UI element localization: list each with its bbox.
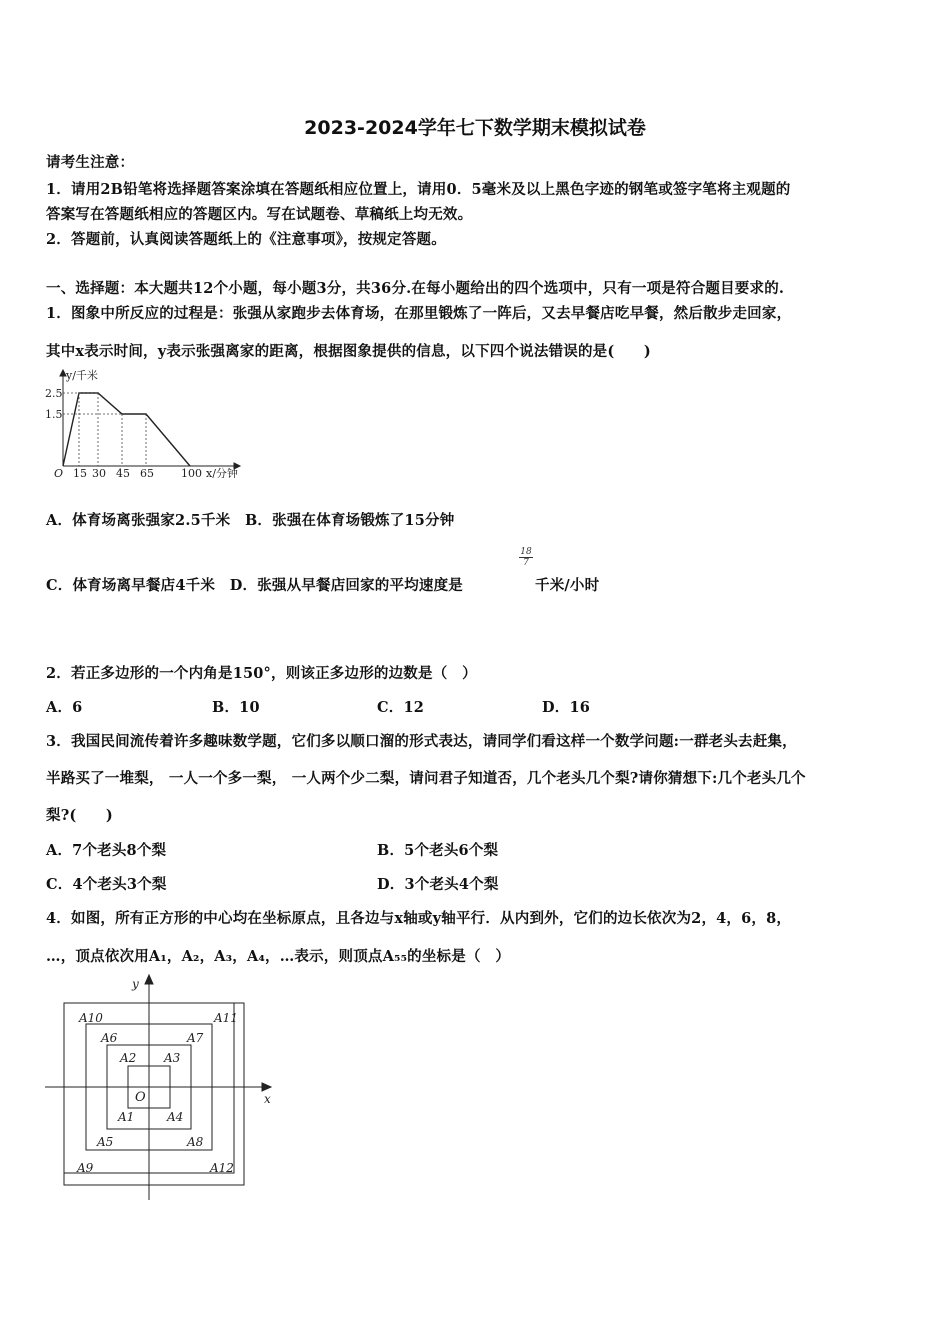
question-4-line-2: …，顶点依次用A₁，A₂，A₃，A₄，…表示，则顶点A₅₅的坐标是（ ） bbox=[46, 948, 511, 965]
question-3-line-2: 半路买了一堆梨， 一人一个多一梨， 一人两个少二梨，请问君子知道否，几个老头几个梨?请你猜想下:几个老头几个 bbox=[46, 770, 806, 787]
question-1-options-ab: A．体育场离张强家2.5千米 B．张强在体育场锻炼了15分钟 bbox=[46, 512, 455, 529]
notice-heading: 请考生注意： bbox=[46, 154, 135, 171]
question-2-option-c: C．12 bbox=[377, 699, 425, 716]
vertex-a4-label: A4 bbox=[167, 1110, 184, 1124]
nested-squares-figure bbox=[40, 966, 280, 1204]
distance-polyline bbox=[63, 393, 190, 466]
x-axis-label: x/分钟 bbox=[206, 467, 238, 478]
question-3-option-c: C．4个老头3个梨 bbox=[46, 876, 167, 893]
x-tick-65: 65 bbox=[140, 467, 154, 478]
question-3-option-b: B．5个老头6个梨 bbox=[377, 842, 499, 859]
question-1-option-d-unit: 千米/小时 bbox=[535, 577, 600, 594]
section-1-heading: 一、选择题：本大题共12个小题，每小题3分，共36分.在每小题给出的四个选项中，只有一项是符合题目要求的. bbox=[46, 280, 785, 297]
speed-fraction bbox=[519, 547, 533, 568]
question-2-option-a: A．6 bbox=[46, 699, 83, 716]
x-axis-arrow-icon bbox=[262, 1083, 271, 1091]
origin-label: O bbox=[54, 467, 64, 478]
x-tick-45: 45 bbox=[116, 467, 130, 478]
y-axis-arrow-icon bbox=[145, 975, 153, 984]
x-tick-15: 15 bbox=[73, 467, 87, 478]
notice-item-2: 2．答题前，认真阅读答题纸上的《注意事项》，按规定答题。 bbox=[46, 231, 446, 248]
question-1-line-2: 其中x表示时间，y表示张强离家的距离，根据图象提供的信息，以下四个说法错误的是( ) bbox=[46, 343, 651, 360]
fraction-numerator: 18 bbox=[520, 547, 532, 557]
question-3-option-a: A．7个老头8个梨 bbox=[46, 842, 167, 859]
outer-square bbox=[64, 1003, 244, 1185]
vertex-a7-label: A7 bbox=[187, 1031, 204, 1045]
vertex-a9-label: A9 bbox=[77, 1161, 94, 1175]
y-axis-label: y/千米 bbox=[66, 369, 98, 382]
notice-item-1-line-2: 答案写在答题纸相应的答题区内。写在试题卷、草稿纸上均无效。 bbox=[46, 206, 473, 223]
question-1-options-cd: C．体育场离早餐店4千米 D．张强从早餐店回家的平均速度是 bbox=[46, 577, 464, 594]
question-3-line-1: 3．我国民间流传着许多趣味数学题，它们多以顺口溜的形式表达，请同学们看这样一个数学问题:一群老头去赶集， bbox=[46, 733, 797, 750]
vertex-a6-label: A6 bbox=[101, 1031, 118, 1045]
question-1-line-1: 1．图象中所反应的过程是：张强从家跑步去体育场，在那里锻炼了一阵后，又去早餐店吃早餐，然后散步走回家， bbox=[46, 305, 792, 322]
question-2-stem: 2．若正多边形的一个内角是150°，则该正多边形的边数是（ ） bbox=[46, 665, 477, 682]
x-tick-100: 100 bbox=[181, 467, 202, 478]
vertex-a10-label: A10 bbox=[79, 1011, 103, 1025]
question-3-line-3: 梨?( ) bbox=[46, 807, 113, 824]
y-tick-15: 1.5 bbox=[45, 408, 63, 421]
distance-time-graph bbox=[44, 366, 250, 478]
y-axis-label: y bbox=[132, 977, 139, 991]
x-tick-30: 30 bbox=[92, 467, 106, 478]
nested-squares-svg bbox=[40, 966, 280, 1204]
page-title: 2023-2024学年七下数学期末模拟试卷 bbox=[304, 117, 646, 139]
question-4-line-1: 4．如图，所有正方形的中心均在坐标原点，且各边与x轴或y轴平行．从内到外，它们的边长依次为2，4，6，8， bbox=[46, 910, 792, 927]
vertex-a3-label: A3 bbox=[164, 1051, 181, 1065]
distance-time-graph-svg bbox=[44, 366, 250, 478]
question-2-option-d: D．16 bbox=[542, 699, 591, 716]
origin-label: O bbox=[135, 1090, 146, 1105]
vertex-a2-label: A2 bbox=[120, 1051, 137, 1065]
vertex-a5-label: A5 bbox=[97, 1135, 114, 1149]
vertex-a11-label: A11 bbox=[214, 1011, 238, 1025]
question-3-option-d: D．3个老头4个梨 bbox=[377, 876, 499, 893]
vertex-a12-label: A12 bbox=[210, 1161, 234, 1175]
question-2-option-b: B．10 bbox=[212, 699, 260, 716]
vertex-a1-label: A1 bbox=[118, 1110, 135, 1124]
y-tick-25: 2.5 bbox=[45, 387, 63, 400]
fraction-denominator: 7 bbox=[523, 558, 529, 568]
notice-item-1-line-1: 1．请用2B铅笔将选择题答案涂填在答题纸相应位置上，请用0．5毫米及以上黑色字迹的钢笔或签字笔将主观题的 bbox=[46, 181, 791, 198]
vertex-a8-label: A8 bbox=[187, 1135, 204, 1149]
x-axis-label: x bbox=[264, 1092, 271, 1106]
